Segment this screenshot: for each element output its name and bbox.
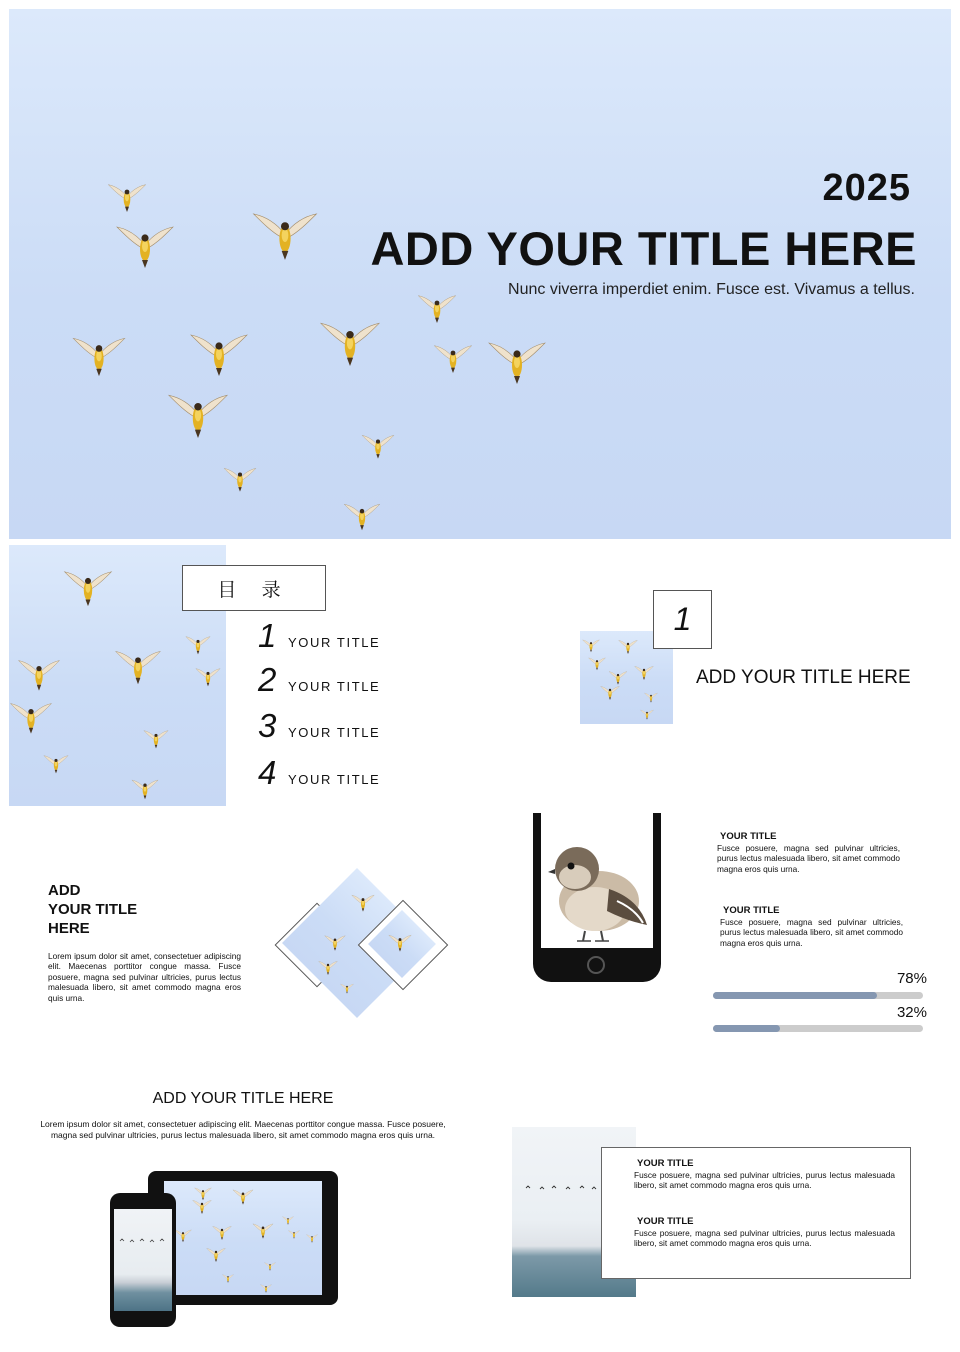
bird-icon [131, 773, 159, 803]
sea-block-title: YOUR TITLE [637, 1158, 694, 1169]
bird-icon [143, 721, 169, 755]
phone-block-title: YOUR TITLE [723, 905, 780, 916]
section-title: ADD YOUR TITLE HERE [696, 667, 911, 688]
bird-icon [388, 932, 412, 952]
phone-block-body: Fusce posuere, magna sed pulvinar ultricies, purus lectus malesuada libero, sit amet commodo magna eros quis urna. [720, 917, 903, 948]
bird-icon [324, 932, 346, 952]
bird-icon [206, 1245, 226, 1263]
phone-block-title: YOUR TITLE [720, 831, 777, 842]
bird-icon [249, 205, 321, 261]
bird-icon [174, 1227, 192, 1243]
toc-item-label: YOUR TITLE [288, 772, 381, 787]
tablet-screen [164, 1181, 322, 1295]
bird-icon [189, 327, 249, 377]
bird-icon [222, 1271, 234, 1285]
bird-icon [223, 457, 257, 499]
distant-birds-icon [522, 1183, 602, 1193]
bird-icon [113, 645, 163, 685]
bird-icon [212, 1223, 232, 1241]
bird-icon [185, 629, 211, 659]
bird-icon [9, 697, 53, 735]
toc-item[interactable] [258, 707, 380, 745]
bird-icon [264, 1259, 276, 1273]
bird-icon [282, 1213, 294, 1227]
hero-title: ADD YOUR TITLE HERE [370, 222, 917, 275]
toc-item[interactable] [258, 661, 380, 699]
bird-icon [71, 331, 127, 377]
toc-heading: 目 录 [182, 565, 326, 611]
toc-item-number: 4 [258, 754, 277, 791]
toc-item-number: 1 [258, 617, 277, 654]
bird-icon [306, 1231, 318, 1245]
bird-icon [350, 892, 376, 912]
bird-icon [114, 219, 176, 269]
diamond-slide-heading [48, 881, 137, 938]
heading-line: YOUR TITLE [48, 901, 138, 918]
progress-label: 78% [896, 970, 927, 987]
bird-icon [192, 1197, 212, 1215]
toc-item-label: YOUR TITLE [288, 679, 381, 694]
toc-item-label: YOUR TITLE [288, 725, 381, 740]
bird-icon [361, 423, 395, 467]
bird-icon [165, 387, 231, 439]
bird-icon [433, 337, 473, 377]
bird-icon [417, 289, 457, 325]
toc-item[interactable] [258, 617, 380, 655]
hero-slide [9, 9, 951, 539]
toc-item[interactable] [258, 754, 380, 792]
sparrow-icon [547, 839, 651, 945]
toc-item-number: 3 [258, 707, 277, 744]
bird-icon [640, 707, 654, 721]
bird-icon [17, 653, 61, 693]
sea-block-body: Fusce posuere, magna sed pulvinar ultricies, purus lectus malesuada libero, sit amet commodo magna eros quis urna. [634, 1228, 895, 1249]
devices-slide-title: ADD YOUR TITLE HERE [152, 1090, 334, 1107]
hero-year: 2025 [822, 167, 911, 209]
sea-block-title: YOUR TITLE [637, 1216, 694, 1227]
diamond-slide-body: Lorem ipsum dolor sit amet, consectetuer adipiscing elit. Maecenas porttitor congue massa. Fusce posuere, magna sed pulvinar ultricies, purus lectus malesuada libero, sit amet commodo magna eros quis urna. [48, 951, 241, 1003]
bird-icon [644, 689, 658, 705]
sea-block-body: Fusce posuere, magna sed pulvinar ultricies, purus lectus malesuada libero, sit amet commodo magna eros quis urna. [634, 1170, 895, 1191]
distant-birds-icon [118, 1237, 168, 1245]
bird-icon [107, 179, 147, 213]
bird-icon [340, 980, 354, 996]
heading-line: HERE [48, 920, 90, 937]
hero-subtitle: Nunc viverra imperdiet enim. Fusce est. Vivamus a tellus. [508, 281, 915, 298]
bird-icon [600, 683, 620, 701]
bird-icon [288, 1227, 300, 1241]
diamond-small-inner [378, 920, 426, 968]
bird-icon [582, 637, 600, 653]
bird-icon [61, 565, 115, 607]
phone-block-body: Fusce posuere, magna sed pulvinar ultricies, purus lectus malesuada libero, sit amet commodo magna eros quis urna. [717, 843, 900, 874]
mobile-phone-screen [114, 1209, 172, 1311]
phone-screen [541, 813, 653, 948]
bird-icon [343, 495, 381, 535]
progress-fill [713, 1025, 780, 1032]
bird-icon [195, 659, 221, 693]
bird-icon [317, 315, 383, 367]
bird-icon [318, 958, 338, 976]
bird-icon [618, 637, 638, 655]
bird-icon [260, 1281, 272, 1295]
bird-icon [487, 335, 547, 385]
phone-home-button [587, 956, 605, 974]
devices-slide-body: Lorem ipsum dolor sit amet, consectetuer adipiscing elit. Maecenas porttitor congue massa. Fusce posuere, magna sed pulvinar ultricies, purus lectus malesuada libero, sit amet commodo magna eros quis urna. [40, 1119, 446, 1140]
progress-bar [713, 1025, 923, 1032]
progress-label: 32% [896, 1004, 927, 1021]
progress-bar [713, 992, 923, 999]
progress-fill [713, 992, 877, 999]
heading-line: ADD [48, 882, 81, 899]
toc-item-number: 2 [258, 661, 277, 698]
bird-icon [588, 655, 606, 671]
bird-icon [634, 663, 654, 681]
toc-item-label: YOUR TITLE [288, 635, 381, 650]
section-number: 1 [653, 590, 712, 649]
bird-icon [43, 747, 69, 779]
bird-icon [232, 1187, 254, 1205]
bird-icon [252, 1221, 274, 1239]
